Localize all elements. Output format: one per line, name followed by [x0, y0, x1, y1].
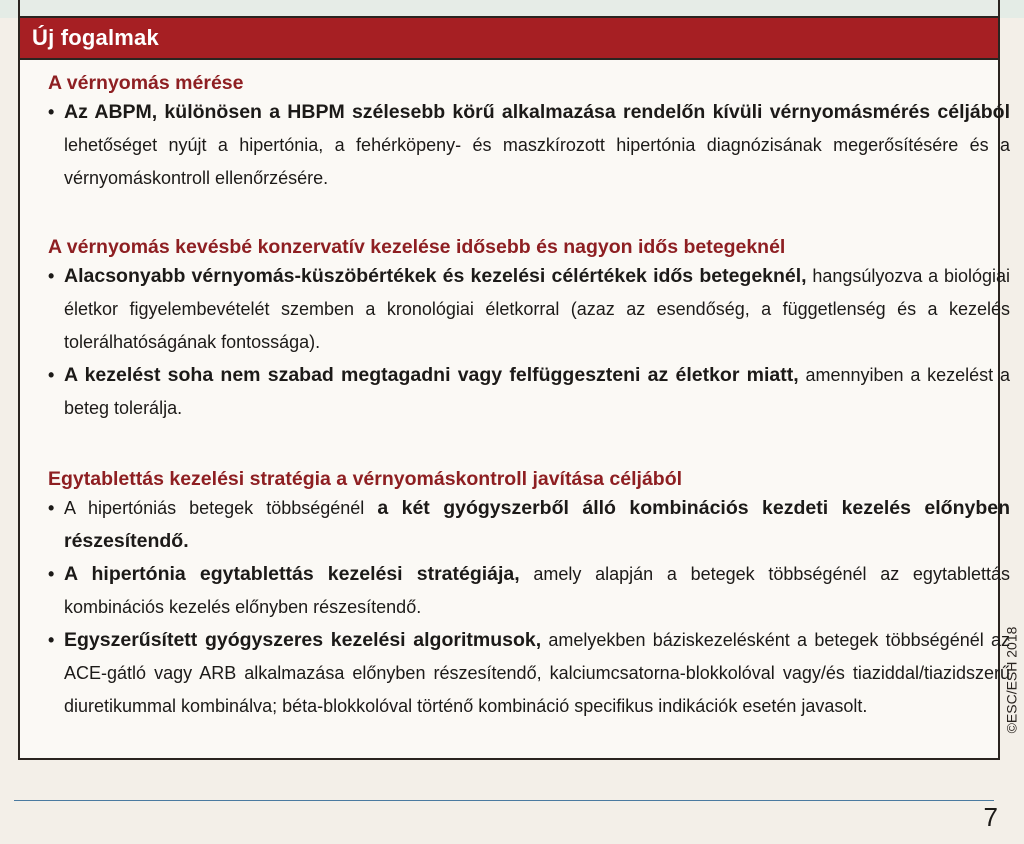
item-normal-text: amennyiben a kezelést a beteg tolerálja. — [64, 365, 1010, 418]
new-concepts-box — [18, 0, 1010, 760]
section-single-pill-strategy — [48, 466, 1010, 723]
item-bold-text: Egyszerűsített gyógyszeres kezelési algoritmusok, — [64, 629, 542, 651]
section-title: A vérnyomás kevésbé konzervatív kezelése idősebb és nagyon idős betegeknél — [48, 236, 786, 258]
section-title: Egytablettás kezelési stratégia a vérnyomáskontroll javítása céljából — [48, 468, 683, 490]
item-bold-text: A kezelést soha nem szabad megtagadni vagy felfüggeszteni az életkor miatt, — [64, 364, 799, 386]
copyright-notice — [1000, 600, 1022, 760]
list-item — [48, 624, 1010, 723]
list-item — [48, 260, 1010, 359]
list-item-text — [64, 260, 1010, 359]
bullet: • — [48, 102, 55, 122]
item-bold-text: Az ABPM, különösen a HBPM szélesebb körű alkalmazása rendelőn kívüli vérnyomásmérés céljából — [64, 101, 1010, 123]
section-title: A vérnyomás mérése — [48, 72, 244, 94]
item-normal-text: lehetőséget nyújt a hipertónia, a fehérköpeny- és maszkírozott hipertónia diagnózisának megerősítésére és a vérnyomáskontroll ellenőrzésére. — [64, 135, 1010, 188]
bullet: • — [48, 564, 55, 584]
bullet: • — [48, 630, 55, 650]
item-normal-text: A hipertóniás betegek többségénél — [64, 498, 378, 518]
list-item — [48, 558, 1010, 624]
list-item-text — [64, 96, 1010, 195]
list-item-text — [64, 492, 1010, 558]
footer-divider — [14, 800, 994, 801]
bullet: • — [48, 498, 55, 518]
box-title-bar — [20, 16, 998, 58]
item-normal-text: amelyekben báziskezelésként a betegek többségénél az ACE-gátló vagy ARB alkalmazása előnyben részesítendő, kalciumcsatorna-blokkolóval vagy/és tiaziddal/tiazidszerű diuretikummal kombinálva; béta-blokkolóval történő kombináció specifikus indikációk esetén javasolt. — [64, 630, 1010, 716]
section-bp-measurement — [48, 70, 1010, 195]
list-item-text — [64, 558, 1010, 624]
copyright-text: ©ESC/ESH 2018 — [1003, 626, 1019, 734]
box-header — [20, 0, 998, 60]
bullet: • — [48, 365, 55, 385]
list-item-text — [64, 359, 1010, 425]
item-bold-text: Alacsonyabb vérnyomás-küszöbértékek és kezelési célértékek idős betegeknél, — [64, 265, 807, 287]
item-normal-text: amely alapján a betegek többségénél az egytablettás kombinációs kezelés előnyben részesítendő. — [64, 564, 1010, 617]
list-item — [48, 96, 1010, 195]
page-number: 7 — [983, 802, 998, 832]
bullet: • — [48, 266, 55, 286]
list-item — [48, 359, 1010, 425]
section-elderly-treatment — [48, 234, 1010, 425]
item-normal-text: hangsúlyozva a biológiai életkor figyelembevételét szemben a kronológiai életkorral (azaz az esendőség, a függetlenség és a kezelés tolerálhatóságának fontossága). — [64, 266, 1010, 352]
item-bold-text: A hipertónia egytablettás kezelési stratégiája, — [64, 563, 520, 585]
box-title: Új fogalmak — [32, 25, 159, 50]
item-bold-text: a két gyógyszerből álló kombinációs kezdeti kezelés előnyben részesítendő. — [64, 497, 1010, 552]
list-item-text — [64, 624, 1010, 723]
list-item — [48, 492, 1010, 558]
